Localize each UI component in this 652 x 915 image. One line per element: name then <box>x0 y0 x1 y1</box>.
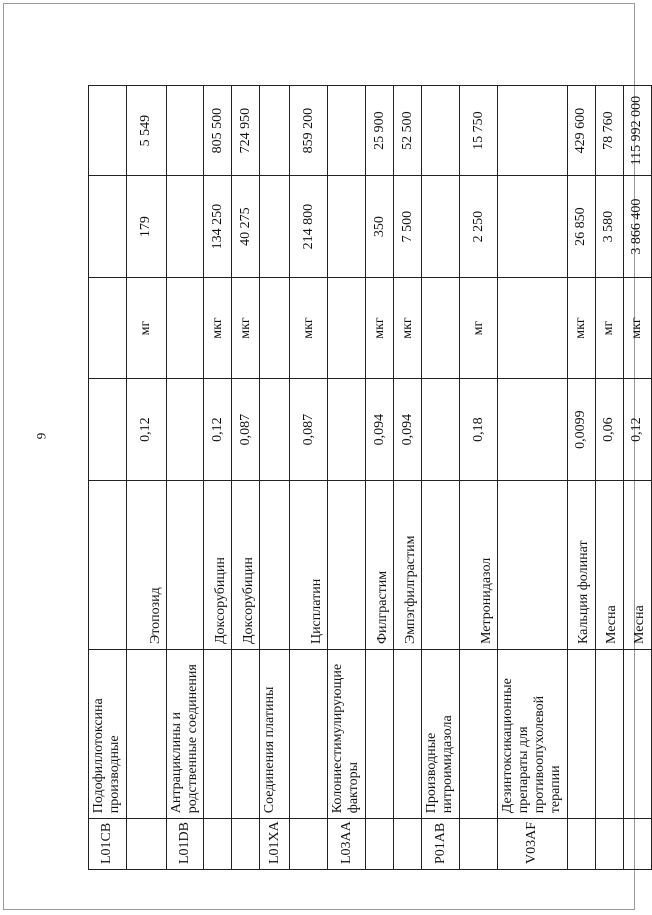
drug-name-cell: Метронидазол <box>460 480 498 649</box>
group-name-cell <box>127 650 167 819</box>
quantity-cell: 26 850 <box>567 176 595 278</box>
unit-cell: мг <box>127 277 167 379</box>
unit-cell: мкг <box>394 277 422 379</box>
quantity-cell: 2 250 <box>460 176 498 278</box>
group-name-cell: Производные нитроимидазола <box>422 650 460 819</box>
total-cell: 115 992 000 <box>623 86 651 176</box>
unit-cell: мкг <box>366 277 394 379</box>
total-cell: 78 760 <box>595 86 623 176</box>
atc-code-cell <box>127 819 167 870</box>
unit-cell: мкг <box>232 277 260 379</box>
drug-name-cell: Доксорубицин <box>232 480 260 649</box>
dose-cell: 0,12 <box>204 379 232 481</box>
total-cell: 15 750 <box>460 86 498 176</box>
unit-cell <box>260 277 290 379</box>
table-row <box>204 86 232 870</box>
dose-cell: 0,0099 <box>567 379 595 481</box>
atc-code-cell: P01AB <box>422 819 460 870</box>
drug-name-cell: Доксорубицин <box>204 480 232 649</box>
drug-name-cell <box>422 480 460 649</box>
atc-code-cell <box>394 819 422 870</box>
unit-cell: мкг <box>567 277 595 379</box>
quantity-cell: 134 250 <box>204 176 232 278</box>
total-cell <box>89 86 127 176</box>
page-number: 9 <box>33 432 49 440</box>
total-cell: 724 950 <box>232 86 260 176</box>
quantity-cell <box>260 176 290 278</box>
atc-code-cell <box>595 819 623 870</box>
unit-cell: мг <box>595 277 623 379</box>
table-row <box>89 86 127 870</box>
dose-cell <box>328 379 366 481</box>
total-cell <box>498 86 567 176</box>
dose-cell: 0,06 <box>595 379 623 481</box>
quantity-cell <box>167 176 204 278</box>
unit-cell <box>498 277 567 379</box>
table-row <box>394 86 422 870</box>
total-cell: 429 600 <box>567 86 595 176</box>
quantity-cell: 350 <box>366 176 394 278</box>
total-cell: 52 500 <box>394 86 422 176</box>
table-body <box>89 86 652 870</box>
drug-name-cell: Цисплатин <box>290 480 328 649</box>
group-name-cell: Соединения платины <box>260 650 290 819</box>
drug-name-cell: Этопозид <box>127 480 167 649</box>
total-cell <box>422 86 460 176</box>
group-name-cell <box>623 650 651 819</box>
table-row <box>366 86 394 870</box>
dose-cell <box>422 379 460 481</box>
quantity-cell: 179 <box>127 176 167 278</box>
total-cell: 5 549 <box>127 86 167 176</box>
total-cell <box>328 86 366 176</box>
quantity-cell <box>498 176 567 278</box>
group-name-cell <box>366 650 394 819</box>
drug-name-cell: Кальция фолинат <box>567 480 595 649</box>
quantity-cell <box>422 176 460 278</box>
drug-name-cell <box>167 480 204 649</box>
total-cell: 805 500 <box>204 86 232 176</box>
atc-code-cell: L01CB <box>89 819 127 870</box>
table-row <box>567 86 595 870</box>
quantity-cell: 40 275 <box>232 176 260 278</box>
quantity-cell: 7 500 <box>394 176 422 278</box>
total-cell <box>167 86 204 176</box>
unit-cell: мкг <box>623 277 651 379</box>
unit-cell <box>422 277 460 379</box>
drug-name-cell <box>89 480 127 649</box>
drug-name-cell <box>498 480 567 649</box>
group-name-cell: Антрациклины и родственные соединения <box>167 650 204 819</box>
dose-cell <box>260 379 290 481</box>
dose-cell: 0,12 <box>127 379 167 481</box>
drug-name-cell: Филграстим <box>366 480 394 649</box>
atc-code-cell <box>623 819 651 870</box>
group-name-cell <box>204 650 232 819</box>
total-cell: 859 200 <box>290 86 328 176</box>
group-name-cell: Колониестимулирующие факторы <box>328 650 366 819</box>
table-row <box>328 86 366 870</box>
rotated-table-container <box>88 85 648 870</box>
group-name-cell <box>567 650 595 819</box>
quantity-cell: 3 580 <box>595 176 623 278</box>
atc-code-cell <box>204 819 232 870</box>
drug-name-cell: Месна <box>595 480 623 649</box>
table-row <box>167 86 204 870</box>
drug-name-cell: Месна <box>623 480 651 649</box>
table-row <box>422 86 460 870</box>
drug-name-cell <box>260 480 290 649</box>
drug-name-cell <box>328 480 366 649</box>
table-row <box>595 86 623 870</box>
atc-code-cell: L01XA <box>260 819 290 870</box>
quantity-cell: 3 866 400 <box>623 176 651 278</box>
quantity-cell <box>89 176 127 278</box>
group-name-cell: Подофиллотоксина производные <box>89 650 127 819</box>
table-row <box>260 86 290 870</box>
unit-cell: мкг <box>204 277 232 379</box>
atc-code-cell <box>232 819 260 870</box>
atc-code-cell: L01DB <box>167 819 204 870</box>
atc-code-cell <box>460 819 498 870</box>
group-name-cell <box>290 650 328 819</box>
table-row <box>498 86 567 870</box>
group-name-cell <box>460 650 498 819</box>
total-cell: 25 900 <box>366 86 394 176</box>
unit-cell <box>328 277 366 379</box>
dose-cell: 0,12 <box>623 379 651 481</box>
unit-cell <box>89 277 127 379</box>
table-row <box>460 86 498 870</box>
atc-code-cell: L03AA <box>328 819 366 870</box>
drug-table <box>88 85 652 870</box>
table-row <box>127 86 167 870</box>
group-name-cell: Дезинтоксикационные препараты для противоопухолевой терапии <box>498 650 567 819</box>
dose-cell <box>498 379 567 481</box>
atc-code-cell: V03AF <box>498 819 567 870</box>
dose-cell: 0,087 <box>232 379 260 481</box>
table-row <box>290 86 328 870</box>
dose-cell <box>89 379 127 481</box>
atc-code-cell <box>366 819 394 870</box>
dose-cell <box>167 379 204 481</box>
dose-cell: 0,18 <box>460 379 498 481</box>
unit-cell: мг <box>460 277 498 379</box>
drug-name-cell: Эмпэгфилграстим <box>394 480 422 649</box>
group-name-cell <box>595 650 623 819</box>
unit-cell: мкг <box>290 277 328 379</box>
atc-code-cell <box>567 819 595 870</box>
group-name-cell <box>394 650 422 819</box>
quantity-cell <box>328 176 366 278</box>
table-row <box>623 86 651 870</box>
total-cell <box>260 86 290 176</box>
atc-code-cell <box>290 819 328 870</box>
group-name-cell <box>232 650 260 819</box>
quantity-cell: 214 800 <box>290 176 328 278</box>
dose-cell: 0,087 <box>290 379 328 481</box>
unit-cell <box>167 277 204 379</box>
dose-cell: 0,094 <box>394 379 422 481</box>
table-row <box>232 86 260 870</box>
dose-cell: 0,094 <box>366 379 394 481</box>
